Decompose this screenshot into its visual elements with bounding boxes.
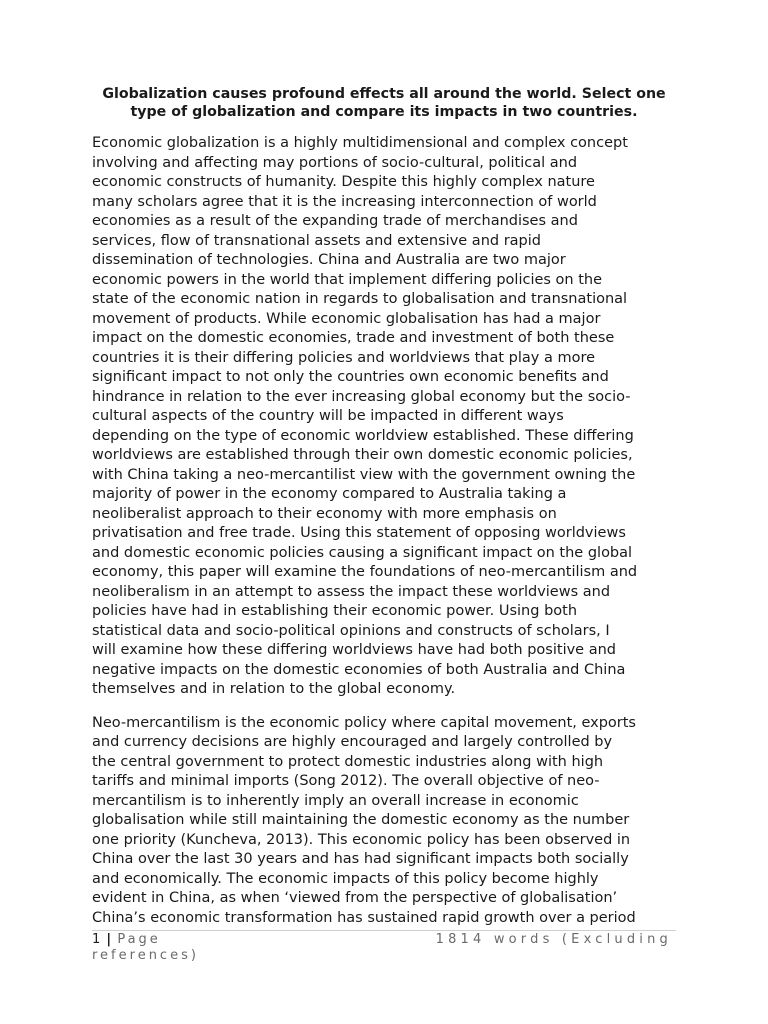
essay-body xyxy=(92,134,684,942)
paragraph-1: Economic globalization is a highly multidimensional and complex concept involving and affecting may portions of socio-cultural, political and economic constructs of humanity. Despite this highly complex nature many scholars agree that it is the increasing interconnection of world economies as a result of the expanding trade of merchandises and services, flow of transnational assets and extensive and rapid dissemination of technologies. China and Australia are two major economic powers in the world that implement differing policies on the state of the economic nation in regards to globalisation and transnational movement of products. While economic globalisation has had a major impact on the domestic economies, trade and investment of both these countries it is their differing policies and worldviews that play a more significant impact to not only the countries own economic benefits and hindrance in relation to the ever increasing global economy but the socio- cultural aspects of the country will be impacted in different ways depending on the type of economic worldview established. These differing worldviews are established through their own domestic economic policies, with China taking a neo-mercantilist view with the government owning the majority of power in the economy compared to Australia taking a neoliberalist approach to their economy with more emphasis on privatisation and free trade. Using this statement of opposing worldviews and domestic economic policies causing a significant impact on the global economy, this paper will examine the foundations of neo-mercantilism and neoliberalism in an attempt to assess the impact these worldviews and policies have had in establishing their economic power. Using both statistical data and socio-political opinions and constructs of scholars, I will examine how these differing worldviews have had both positive and negative impacts on the domestic economies of both Australia and China themselves and in relation to the global economy. xyxy=(92,135,638,697)
essay-title: Globalization causes profound effects all around the world. Select one type of globalization and compare its impacts in two countries. xyxy=(102,86,666,120)
page-number: 1 xyxy=(92,932,101,947)
word-count-continued: references) xyxy=(92,948,199,963)
word-count: 1814 words (Excluding xyxy=(435,932,672,947)
footer-separator: | xyxy=(106,932,112,947)
footer-line-1 xyxy=(92,932,676,948)
page-label: Page xyxy=(117,932,161,947)
page-footer xyxy=(92,932,676,964)
footer-divider xyxy=(92,930,676,931)
paragraph-2: Neo-mercantilism is the economic policy where capital movement, exports and currency decisions are highly encouraged and largely controlled by the central government to protect domestic industries along with high tariffs and minimal imports (Song 2012). The overall objective of neo- mercantilism is to inherently imply an overall increase in economic globalisation while still maintaining the domestic economy as the number one priority (Kuncheva, 2013). This economic policy has been observed in China over the last 30 years and has had significant impacts both socially and economically. The economic impacts of this policy become highly evident in China, as when ‘viewed from the perspective of globalisation’ China’s economic transformation has sustained rapid growth over a period xyxy=(92,714,636,926)
